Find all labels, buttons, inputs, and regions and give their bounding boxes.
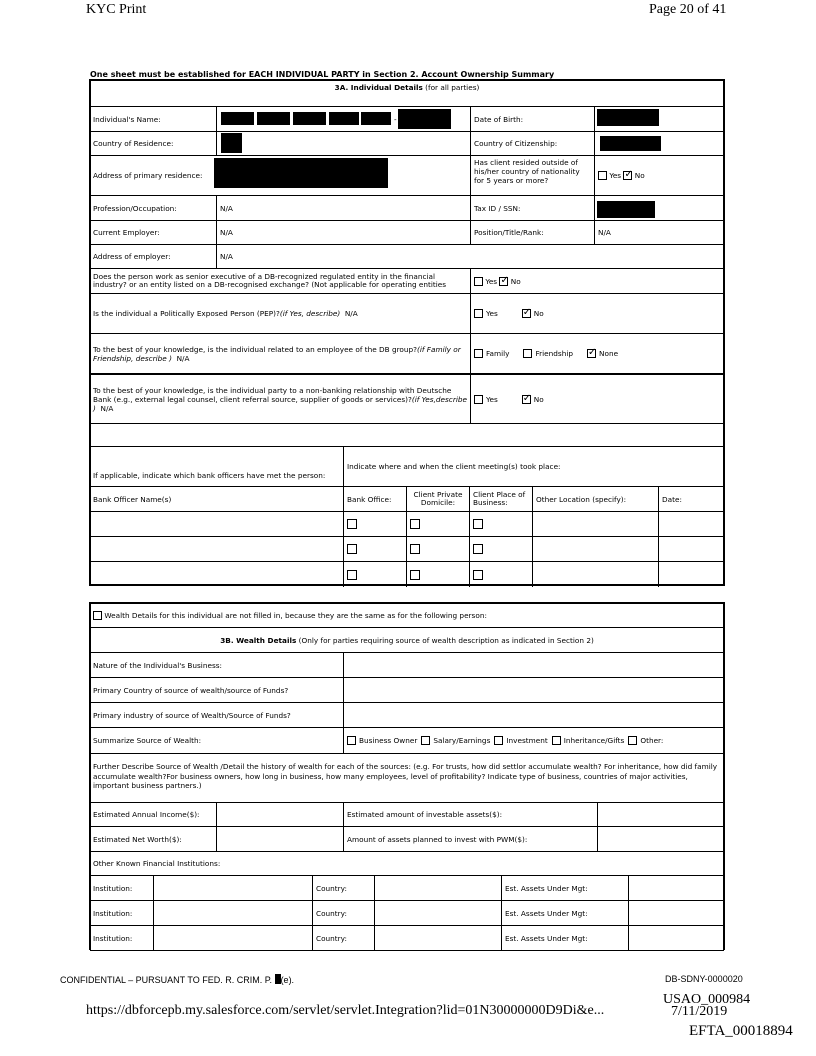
pep-no-checkbox[interactable] (522, 309, 531, 318)
senior-yes-label: Yes (485, 276, 498, 286)
country-value-cell[interactable] (375, 901, 502, 926)
country-label-cell: Country: (313, 876, 375, 901)
same-as-row (90, 603, 724, 628)
institution-value-cell[interactable] (154, 876, 313, 901)
bank-office-cell (344, 537, 407, 562)
other-checkbox[interactable] (628, 736, 637, 745)
nature-value[interactable] (344, 653, 724, 678)
redaction-name-4 (329, 112, 359, 125)
summarize-label: Summarize Source of Wealth: (90, 728, 344, 754)
assets-mgt-value-cell[interactable] (629, 926, 724, 951)
further-describe: Further Describe Source of Wealth /Detail the history of wealth for each of the sources: (e.g. For trusts, how did settlor accumulate wealth? For inheritance, how did family accumulate wealth?For business owners, how long in business, how many employees, level of profitability? Indicate type of business, countries of major activities, important business partners.) (90, 754, 724, 803)
related-value: N/A (176, 353, 190, 363)
country-label-cell: Country: (313, 901, 375, 926)
country-value-cell[interactable] (375, 876, 502, 901)
redaction-citizenship (600, 136, 661, 151)
place-business-checkbox[interactable] (473, 570, 483, 580)
other-location-cell[interactable] (533, 562, 659, 587)
inheritance-checkbox[interactable] (552, 736, 561, 745)
section-3b-title (90, 628, 724, 653)
pwm-label: Amount of assets planned to invest with PWM($): (344, 827, 598, 852)
nonbank-question-text: To the best of your knowledge, is the individual party to a non-banking relationship with Deutsche Bank (e.g., external legal counsel, client referral source, supplier of goods or services)? (93, 385, 452, 404)
other-fi-label: Other Known Financial Institutions: (90, 852, 724, 876)
col-officer-names: Bank Officer Name(s) (90, 487, 344, 512)
officer-name-cell[interactable] (90, 562, 344, 587)
nonbank-yes-checkbox[interactable] (474, 395, 483, 404)
section-3a-title-suffix: (for all parties) (425, 83, 480, 92)
section-3b-title-text: 3B. Wealth Details (220, 635, 297, 645)
nonbank-yes-label: Yes (486, 394, 498, 404)
related-friendship-checkbox[interactable] (523, 349, 532, 358)
country-label-cell: Country: (313, 926, 375, 951)
primary-industry-label: Primary industry of source of Wealth/Source of Funds? (90, 703, 344, 728)
nature-label: Nature of the Individual's Business: (90, 653, 344, 678)
dob-label: Date of Birth: (471, 107, 595, 132)
assets-mgt-label-cell: Est. Assets Under Mgt: (502, 926, 629, 951)
assets-mgt-value-cell[interactable] (629, 901, 724, 926)
private-domicile-checkbox[interactable] (410, 544, 420, 554)
place-business-checkbox[interactable] (473, 544, 483, 554)
related-family-label: Family (486, 349, 510, 358)
address-label: Address of primary residence: (90, 156, 471, 196)
resided-yes-checkbox[interactable] (598, 171, 607, 180)
investment-checkbox[interactable] (494, 736, 503, 745)
section-3a-title-text: 3A. Individual Details (334, 83, 423, 92)
pep-options (471, 294, 724, 334)
nonbank-value: N/A (100, 403, 114, 413)
date-cell[interactable] (659, 512, 724, 537)
position-label: Position/Title/Rank: (471, 221, 595, 245)
pep-question (90, 294, 471, 334)
officer-name-cell[interactable] (90, 537, 344, 562)
pep-question-hint: (if Yes, describe) (279, 309, 341, 318)
citizenship-label: Country of Citizenship: (471, 132, 595, 156)
redaction-address (214, 158, 388, 188)
assets-mgt-value-cell[interactable] (629, 876, 724, 901)
nonbank-question (90, 375, 471, 424)
nonbank-question-hint: (if Yes,describe ) (93, 394, 467, 413)
related-family-checkbox[interactable] (474, 349, 483, 358)
related-question (90, 334, 471, 375)
employer-value: N/A (217, 221, 471, 245)
col-bank-office: Bank Office: (344, 487, 407, 512)
related-question-hint: (if Family or Friendship, describe ) (93, 344, 461, 363)
residence-label: Country of Residence: (90, 132, 217, 156)
related-none-label: None (599, 349, 619, 358)
col-private-domicile: Client Private Domicile: (407, 487, 470, 512)
assets-mgt-label-cell: Est. Assets Under Mgt: (502, 876, 629, 901)
redaction-name-2 (257, 112, 290, 125)
pep-yes-label: Yes (486, 309, 498, 318)
date-cell[interactable] (659, 537, 724, 562)
primary-country-value[interactable] (344, 678, 724, 703)
net-worth-value[interactable] (217, 827, 344, 852)
bates-db: DB-SDNY-0000020 (665, 974, 743, 984)
private-domicile-checkbox[interactable] (410, 570, 420, 580)
resided-outside-question: Has client resided outside of his/her country of nationality for 5 years or more? (471, 156, 595, 196)
confidential-notice (60, 974, 294, 985)
investable-label: Estimated amount of investable assets($): (344, 803, 598, 827)
bates-efta: EFTA_00018894 (689, 1023, 793, 1039)
resided-outside-options (595, 156, 724, 196)
confidential-suffix: (e). (280, 975, 295, 985)
source-url: https://dbforcepb.my.salesforce.com/servlet/servlet.Integration?lid=01N30000000D9Di&e... (86, 1003, 605, 1018)
col-place-business: Client Place of Business: (470, 487, 533, 512)
private-domicile-checkbox[interactable] (410, 519, 420, 529)
institution-label-cell: Institution: (90, 926, 154, 951)
business-owner-label: Business Owner (359, 736, 418, 745)
investment-label: Investment (506, 736, 548, 745)
pep-no-label: No (533, 309, 544, 318)
page-number: Page 20 of 41 (649, 2, 727, 17)
pep-value: N/A (344, 309, 358, 318)
profession-label: Profession/Occupation: (90, 196, 217, 221)
date-cell[interactable] (659, 562, 724, 587)
same-as-label: Wealth Details for this individual are not filled in, because they are the same as for the following person: (104, 610, 487, 620)
bank-office-checkbox[interactable] (347, 544, 357, 554)
related-question-text: To the best of your knowledge, is the individual related to an employee of the DB group? (93, 344, 418, 354)
name-label: Individual's Name: (90, 107, 217, 132)
redaction-name-5 (361, 112, 391, 125)
name-dash: - (394, 115, 397, 124)
section-3b-title-suffix: (Only for parties requiring source of wealth description as indicated in Section 2) (298, 635, 594, 645)
senior-exec-question: Does the person work as senior executive of a DB-recognized regulated entity in the financial industry? or an entity listed on a DB-recognised exchange? (Not applicable for operating entities (90, 269, 471, 294)
annual-income-label: Estimated Annual Income($): (90, 803, 217, 827)
profession-value: N/A (217, 196, 471, 221)
private-domicile-cell (407, 537, 470, 562)
nonbank-no-checkbox[interactable] (522, 395, 531, 404)
employer-address-label: Address of employer: (90, 245, 217, 269)
investable-value[interactable] (598, 803, 724, 827)
col-other-location: Other Location (specify): (533, 487, 659, 512)
redaction-name-1 (221, 112, 254, 125)
pwm-value[interactable] (598, 827, 724, 852)
meetings-label: Indicate where and when the client meeting(s) took place: (344, 447, 724, 487)
bank-office-cell (344, 562, 407, 587)
position-value: N/A (595, 221, 724, 245)
redaction-name-3 (293, 112, 326, 125)
other-label: Other: (640, 736, 664, 745)
senior-yes-checkbox[interactable] (474, 277, 483, 286)
business-owner-checkbox[interactable] (347, 736, 356, 745)
bank-office-checkbox[interactable] (347, 570, 357, 580)
assets-mgt-label-cell: Est. Assets Under Mgt: (502, 901, 629, 926)
related-none-checkbox[interactable] (587, 349, 596, 358)
pep-yes-checkbox[interactable] (474, 309, 483, 318)
primary-country-label: Primary Country of source of wealth/source of Funds? (90, 678, 344, 703)
place-business-cell (470, 537, 533, 562)
other-location-cell[interactable] (533, 512, 659, 537)
place-business-cell (470, 512, 533, 537)
annual-income-value[interactable] (217, 803, 344, 827)
redaction-residence (221, 133, 242, 153)
spacer-row (90, 424, 724, 447)
institution-label-cell: Institution: (90, 901, 154, 926)
bates-usao: USAO_000984 (663, 992, 751, 1007)
officers-label: If applicable, indicate which bank officers have met the person: (90, 447, 344, 487)
institution-label-cell: Institution: (90, 876, 154, 901)
institution-value-cell[interactable] (154, 901, 313, 926)
net-worth-label: Estimated Net Worth($): (90, 827, 217, 852)
salary-checkbox[interactable] (421, 736, 430, 745)
employer-address-value: N/A (217, 245, 724, 269)
summarize-options (344, 728, 724, 754)
nonbank-no-label: No (533, 394, 544, 404)
same-as-checkbox[interactable] (93, 611, 102, 620)
senior-no-checkbox[interactable] (499, 277, 508, 286)
related-options (471, 334, 724, 375)
redaction-name-6 (398, 109, 451, 129)
private-domicile-cell (407, 562, 470, 587)
resided-yes-label: Yes (609, 171, 622, 180)
related-friendship-label: Friendship (535, 349, 574, 358)
col-date: Date: (659, 487, 724, 512)
salary-label: Salary/Earnings (433, 736, 491, 745)
bank-office-checkbox[interactable] (347, 519, 357, 529)
place-business-checkbox[interactable] (473, 519, 483, 529)
pep-question-text: Is the individual a Politically Exposed Person (PEP)? (93, 309, 280, 318)
redaction-dob (597, 109, 659, 126)
country-value-cell[interactable] (375, 926, 502, 951)
inheritance-label: Inheritance/Gifts (563, 736, 625, 745)
employer-label: Current Employer: (90, 221, 217, 245)
place-business-cell (470, 562, 533, 587)
institution-value-cell[interactable] (154, 926, 313, 951)
private-domicile-cell (407, 512, 470, 537)
section-3a-title (90, 80, 724, 107)
bank-office-cell (344, 512, 407, 537)
redaction-taxid (597, 201, 655, 218)
resided-no-label: No (634, 171, 645, 180)
other-location-cell[interactable] (533, 537, 659, 562)
print-title: KYC Print (86, 2, 147, 17)
officer-name-cell[interactable] (90, 512, 344, 537)
residence-value (217, 132, 471, 156)
senior-no-label: No (510, 276, 521, 286)
senior-exec-options (471, 269, 724, 294)
primary-industry-value[interactable] (344, 703, 724, 728)
sheet-instruction: One sheet must be established for EACH INDIVIDUAL PARTY in Section 2. Account Ownership Summary (90, 70, 555, 79)
taxid-label: Tax ID / SSN: (471, 196, 595, 221)
confidential-text: CONFIDENTIAL – PURSUANT TO FED. R. CRIM. P. (60, 975, 273, 985)
resided-no-checkbox[interactable] (623, 171, 632, 180)
nonbank-options (471, 375, 724, 424)
print-date: 7/11/2019 (671, 1004, 728, 1019)
